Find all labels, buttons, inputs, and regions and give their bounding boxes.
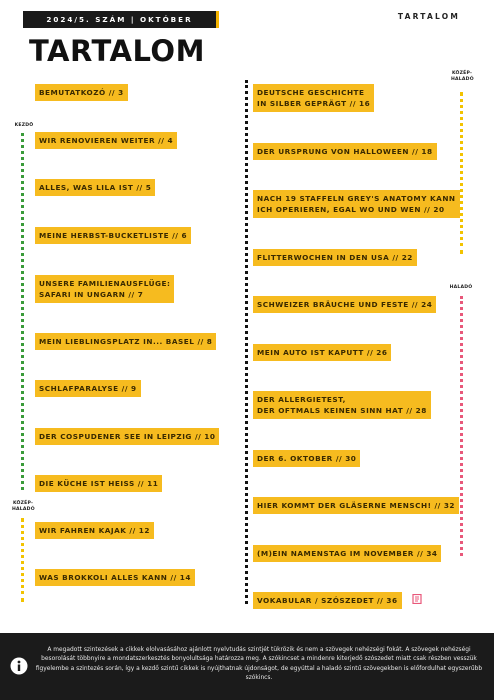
level-line-intermediate-left [21, 518, 24, 602]
toc-entry[interactable]: NACH 19 STAFFELN GREY'S ANATOMY KANN ICH OPERIEREN, EGAL WO UND WEN // 20 [253, 190, 460, 218]
toc-entry[interactable]: WIR RENOVIEREN WEITER // 4 [35, 132, 177, 149]
level-label-intermediate-left: KÖZÉP- HALADÓ [12, 501, 35, 512]
toc-entry[interactable]: DIE KÜCHE IST HEISS // 11 [35, 475, 162, 492]
toc-entry[interactable]: DER 6. OKTOBER // 30 [253, 450, 360, 467]
column-divider-line [245, 80, 248, 604]
toc-entry[interactable]: DEUTSCHE GESCHICHTE IN SILBER GEPRÄGT // 16 [253, 84, 374, 112]
footer-text: A megadott szintezések a cikkek elolvasásához ajánlott nyelvtudás szintjét tükrözik és nem a szövegek nehézségi fokát. A szövegek nehézségi besorolását többnyire a mondatszerkesztés bonyolultsága határozza meg. A szókincset a mindenre kiterjedő szószedet miatt csak részben vesszük figyelembe a szintezés során, így a kezdő szintű cikkek is nyújthatnak újdonságot, de egyúttal a haladó szintű szövegekben is előfordulhat egyszerűbb szókincs. [35, 647, 483, 681]
toc-entry[interactable]: MEIN LIEBLINGSPLATZ IN... BASEL // 8 [35, 333, 216, 350]
footer-note [0, 633, 494, 700]
toc-entry[interactable]: WAS BROKKOLI ALLES KANN // 14 [35, 569, 195, 586]
toc-entry[interactable]: WIR FAHREN KAJAK // 12 [35, 522, 154, 539]
toc-entry[interactable]: DER ALLERGIETEST, DER OFTMALS KEINEN SINN HAT // 28 [253, 391, 431, 419]
toc-entry[interactable]: DER COSPUDENER SEE IN LEIPZIG // 10 [35, 428, 219, 445]
level-label-advanced: HALADÓ [449, 285, 473, 290]
level-label-intermediate-right: KÖZÉP- HALADÓ [451, 71, 474, 82]
level-label-beginner: KEZDŐ [14, 123, 34, 128]
toc-entry[interactable]: MEIN AUTO IST KAPUTT // 26 [253, 344, 391, 361]
toc-entry[interactable]: BEMUTATKOZÓ // 3 [35, 84, 128, 101]
info-icon [10, 657, 28, 675]
toc-entry[interactable]: (M)EIN NAMENSTAG IM NOVEMBER // 34 [253, 545, 441, 562]
level-line-beginner [21, 133, 24, 490]
toc-entry[interactable]: HIER KOMMT DER GLÄSERNE MENSCH! // 32 [253, 497, 459, 514]
toc-entry[interactable]: SCHLAFPARALYSE // 9 [35, 380, 141, 397]
level-line-advanced [460, 296, 463, 556]
issue-banner: 2024/5. SZÁM | OKTÓBER [23, 11, 219, 28]
section-label: TARTALOM [397, 12, 460, 21]
level-line-intermediate-right [460, 92, 463, 254]
toc-entry[interactable]: SCHWEIZER BRÄUCHE UND FESTE // 24 [253, 296, 436, 313]
toc-entry[interactable]: ALLES, WAS LILA IST // 5 [35, 179, 155, 196]
toc-entry[interactable]: DER URSPRUNG VON HALLOWEEN // 18 [253, 143, 437, 160]
page-title: TARTALOM [29, 34, 205, 68]
toc-entry[interactable]: FLITTERWOCHEN IN DEN USA // 22 [253, 249, 417, 266]
toc-entry[interactable]: UNSERE FAMILIENAUSFLÜGE: SAFARI IN UNGARN // 7 [35, 275, 174, 303]
toc-entry[interactable]: VOKABULAR / SZÓSZEDET // 36 [253, 592, 402, 609]
bookmark-icon [412, 594, 422, 604]
toc-entry[interactable]: MEINE HERBST-BUCKETLISTE // 6 [35, 227, 191, 244]
